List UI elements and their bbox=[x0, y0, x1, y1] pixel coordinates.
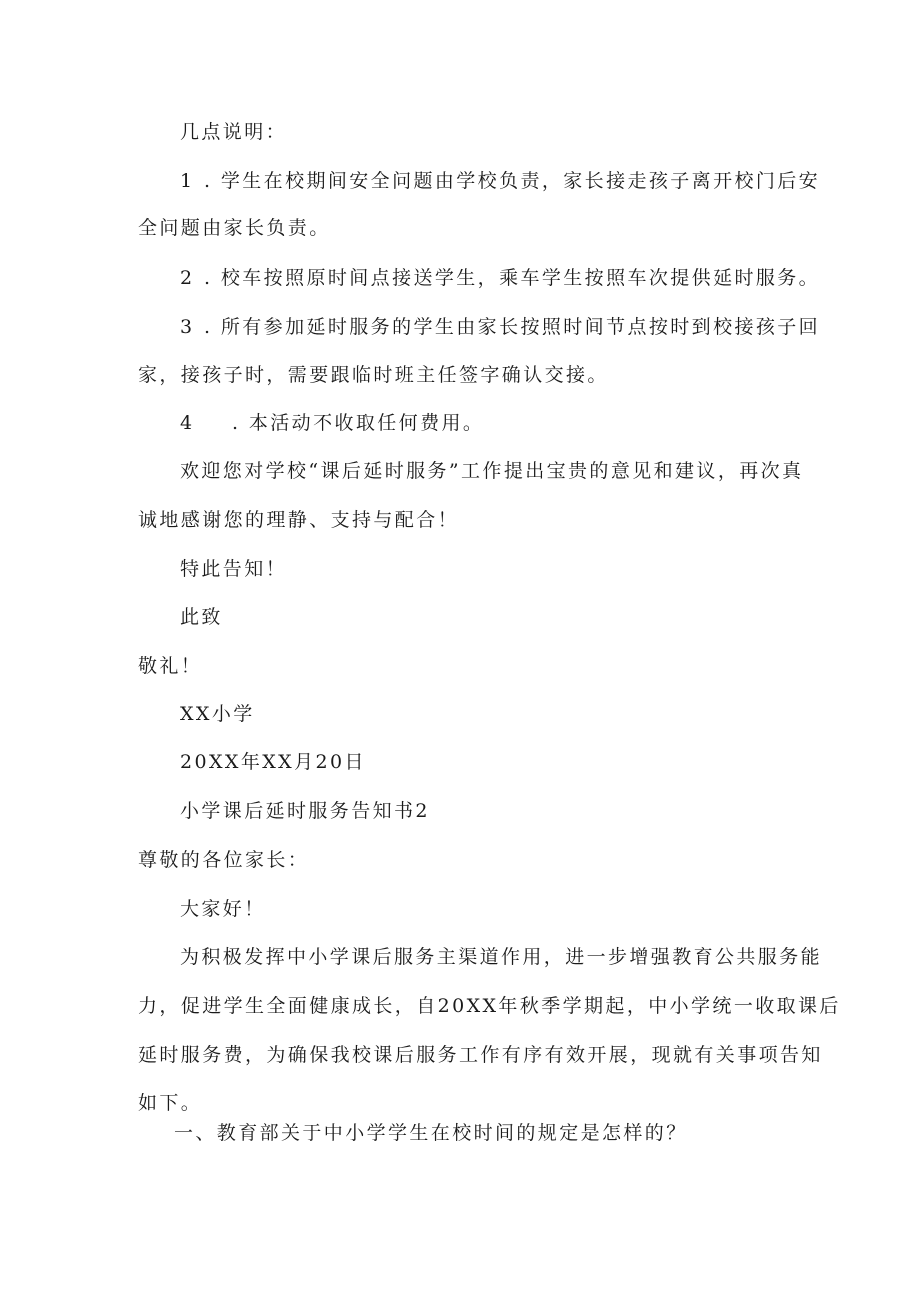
note-item-1-number: 1 bbox=[180, 170, 195, 192]
notice-text: 特此告知！ bbox=[180, 558, 288, 580]
salutation-text: 此致 bbox=[180, 606, 223, 628]
notes-heading: 几点说明： bbox=[180, 121, 288, 143]
note-item-2 bbox=[180, 264, 820, 292]
letter-date: 20XX年XX月20日 bbox=[180, 751, 366, 773]
letter-2-intro-line-3: 延时服务费，为确保我校课后服务工作有序有效开展，现就有关事项告知 bbox=[138, 1044, 823, 1066]
note-item-1-text: . 学生在校期间安全问题由学校负责，家长接走孩子离开校门后安 bbox=[204, 170, 821, 192]
letter-2-hello: 大家好！ bbox=[180, 898, 266, 920]
welcome-line-2: 诚地感谢您的理静、支持与配合！ bbox=[138, 509, 460, 531]
note-item-1-line-2: 全问题由家长负责。 bbox=[138, 217, 331, 239]
letter-2-intro-line-2: 力，促进学生全面健康成长，自20XX年秋季学期起，中小学统一收取课后 bbox=[138, 995, 841, 1017]
note-item-3-line-2: 家，接孩子时，需要跟临时班主任签字确认交接。 bbox=[138, 364, 609, 386]
note-item-3-line-1 bbox=[180, 313, 820, 341]
note-item-2-number: 2 bbox=[180, 267, 195, 289]
letter-2-question-1: 一、教育部关于中小学学生在校时间的规定是怎样的？ bbox=[174, 1122, 688, 1144]
note-item-3-text: . 所有参加延时服务的学生由家长按照时间节点按时到校接孩子回 bbox=[204, 316, 821, 338]
regards-text: 敬礼！ bbox=[138, 655, 203, 677]
note-item-4 bbox=[180, 409, 484, 437]
note-item-2-text: . 校车按照原时间点接送学生，乘车学生按照车次提供延时服务。 bbox=[204, 267, 821, 289]
school-name: XX小学 bbox=[180, 703, 255, 725]
note-item-3-number: 3 bbox=[180, 316, 195, 338]
note-item-1-line-1 bbox=[180, 167, 820, 195]
letter-2-greeting: 尊敬的各位家长： bbox=[138, 849, 310, 871]
letter-2-title: 小学课后延时服务告知书2 bbox=[180, 800, 430, 822]
letter-2-intro-line-1: 为积极发挥中小学课后服务主渠道作用，进一步增强教育公共服务能 bbox=[180, 946, 823, 968]
note-item-4-text: . 本活动不收取任何费用。 bbox=[232, 412, 485, 434]
note-item-4-number: 4 bbox=[180, 412, 195, 434]
letter-2-intro-line-4: 如下。 bbox=[138, 1092, 203, 1114]
welcome-line-1: 欢迎您对学校“课后延时服务”工作提出宝贵的意见和建议，再次真 bbox=[180, 460, 804, 482]
